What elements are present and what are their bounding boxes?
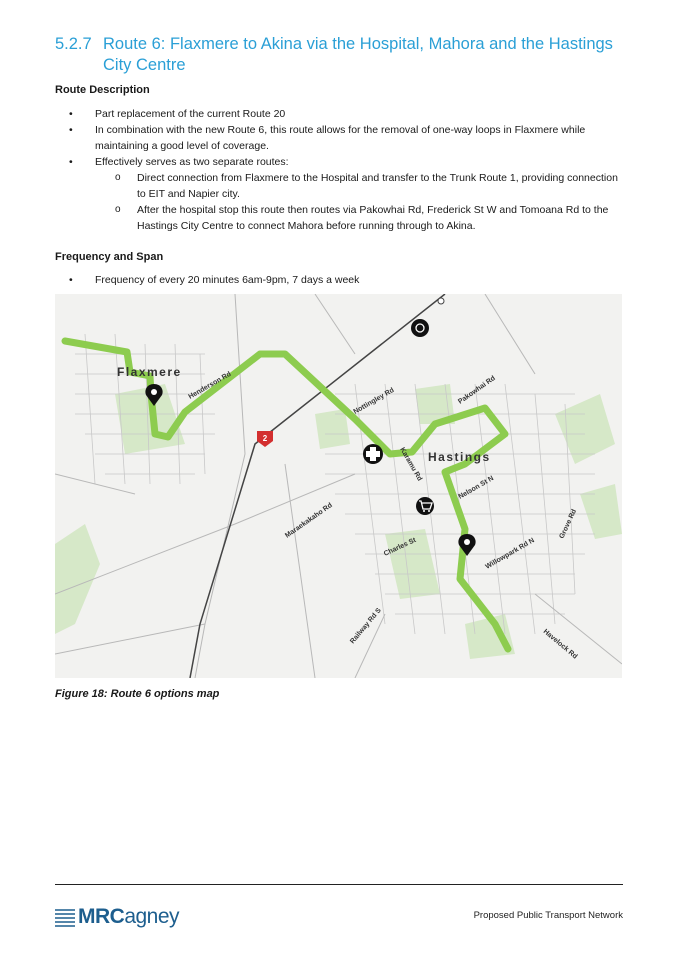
map-marker <box>438 298 444 304</box>
section-title: Route 6: Flaxmere to Akina via the Hospital, Mahora and the Hastings City Centre <box>103 35 613 74</box>
map-label-maraekakaho-rd: Maraekakaho Rd <box>284 501 334 540</box>
map-label-nelson-st: Nelson St N <box>457 475 496 501</box>
section-number: 5.2.7 <box>55 35 92 53</box>
sports-facility-icon <box>411 319 429 337</box>
mrcagney-logo <box>55 903 195 931</box>
map-label-nottingley-rd: Nottingley Rd <box>352 386 396 416</box>
frequency-heading: Frequency and Span <box>55 251 164 263</box>
sub-list-item: o After the hospital stop this route then routes via Pakowhai Rd, Frederick St W and Tomoana Rd to the Hastings City Centre to connect Mahora before running through to Akina. <box>55 202 625 234</box>
route-map <box>55 294 622 678</box>
figure-caption: Figure 18: Route 6 options map <box>55 688 220 700</box>
svg-text:2: 2 <box>262 434 268 443</box>
list-item: • Frequency of every 20 minutes 6am-9pm, 7 days a week <box>55 272 625 288</box>
logo-mark-icon <box>55 907 75 927</box>
map-label-flaxmere: Flaxmere <box>117 365 182 379</box>
map-label-railway-rd: Railway Rd S <box>349 607 383 646</box>
map-label-charles-st: Charles St <box>382 536 418 558</box>
route-description-heading: Route Description <box>55 84 150 96</box>
list-item: • In combination with the new Route 6, this route allows for the removal of one-way loops in Flaxmere while maintaining a good level of coverage. <box>55 122 625 154</box>
hospital-icon <box>363 444 383 464</box>
logo-text-bold: MRC <box>78 905 125 928</box>
map-label-grove-rd: Grove Rd <box>558 508 579 540</box>
route-description-list <box>55 106 625 234</box>
map-label-willowpark-rd: Willowpark Rd N <box>484 537 536 571</box>
list-item: • Part replacement of the current Route 20 <box>55 106 625 122</box>
logo-text-light: agney <box>124 905 180 928</box>
map-label-henderson-rd: Henderson Rd <box>187 370 233 401</box>
footer-document-title: Proposed Public Transport Network <box>473 910 623 921</box>
frequency-list <box>55 272 625 288</box>
map-label-havelock-rd: Havelock Rd <box>541 628 579 661</box>
footer-divider <box>55 884 623 885</box>
shopping-cart-icon <box>416 497 434 515</box>
map-label-pakowhai-rd: Pakowhai Rd <box>457 374 497 406</box>
map-label-hastings: Hastings <box>428 450 491 464</box>
sub-list-item: o Direct connection from Flaxmere to the Hospital and transfer to the Trunk Route 1, providing connection to EIT and Napier city. <box>55 170 625 202</box>
map-label-karamu-rd: Karamu Rd <box>398 446 424 483</box>
list-item: • Effectively serves as two separate routes: <box>55 154 625 170</box>
